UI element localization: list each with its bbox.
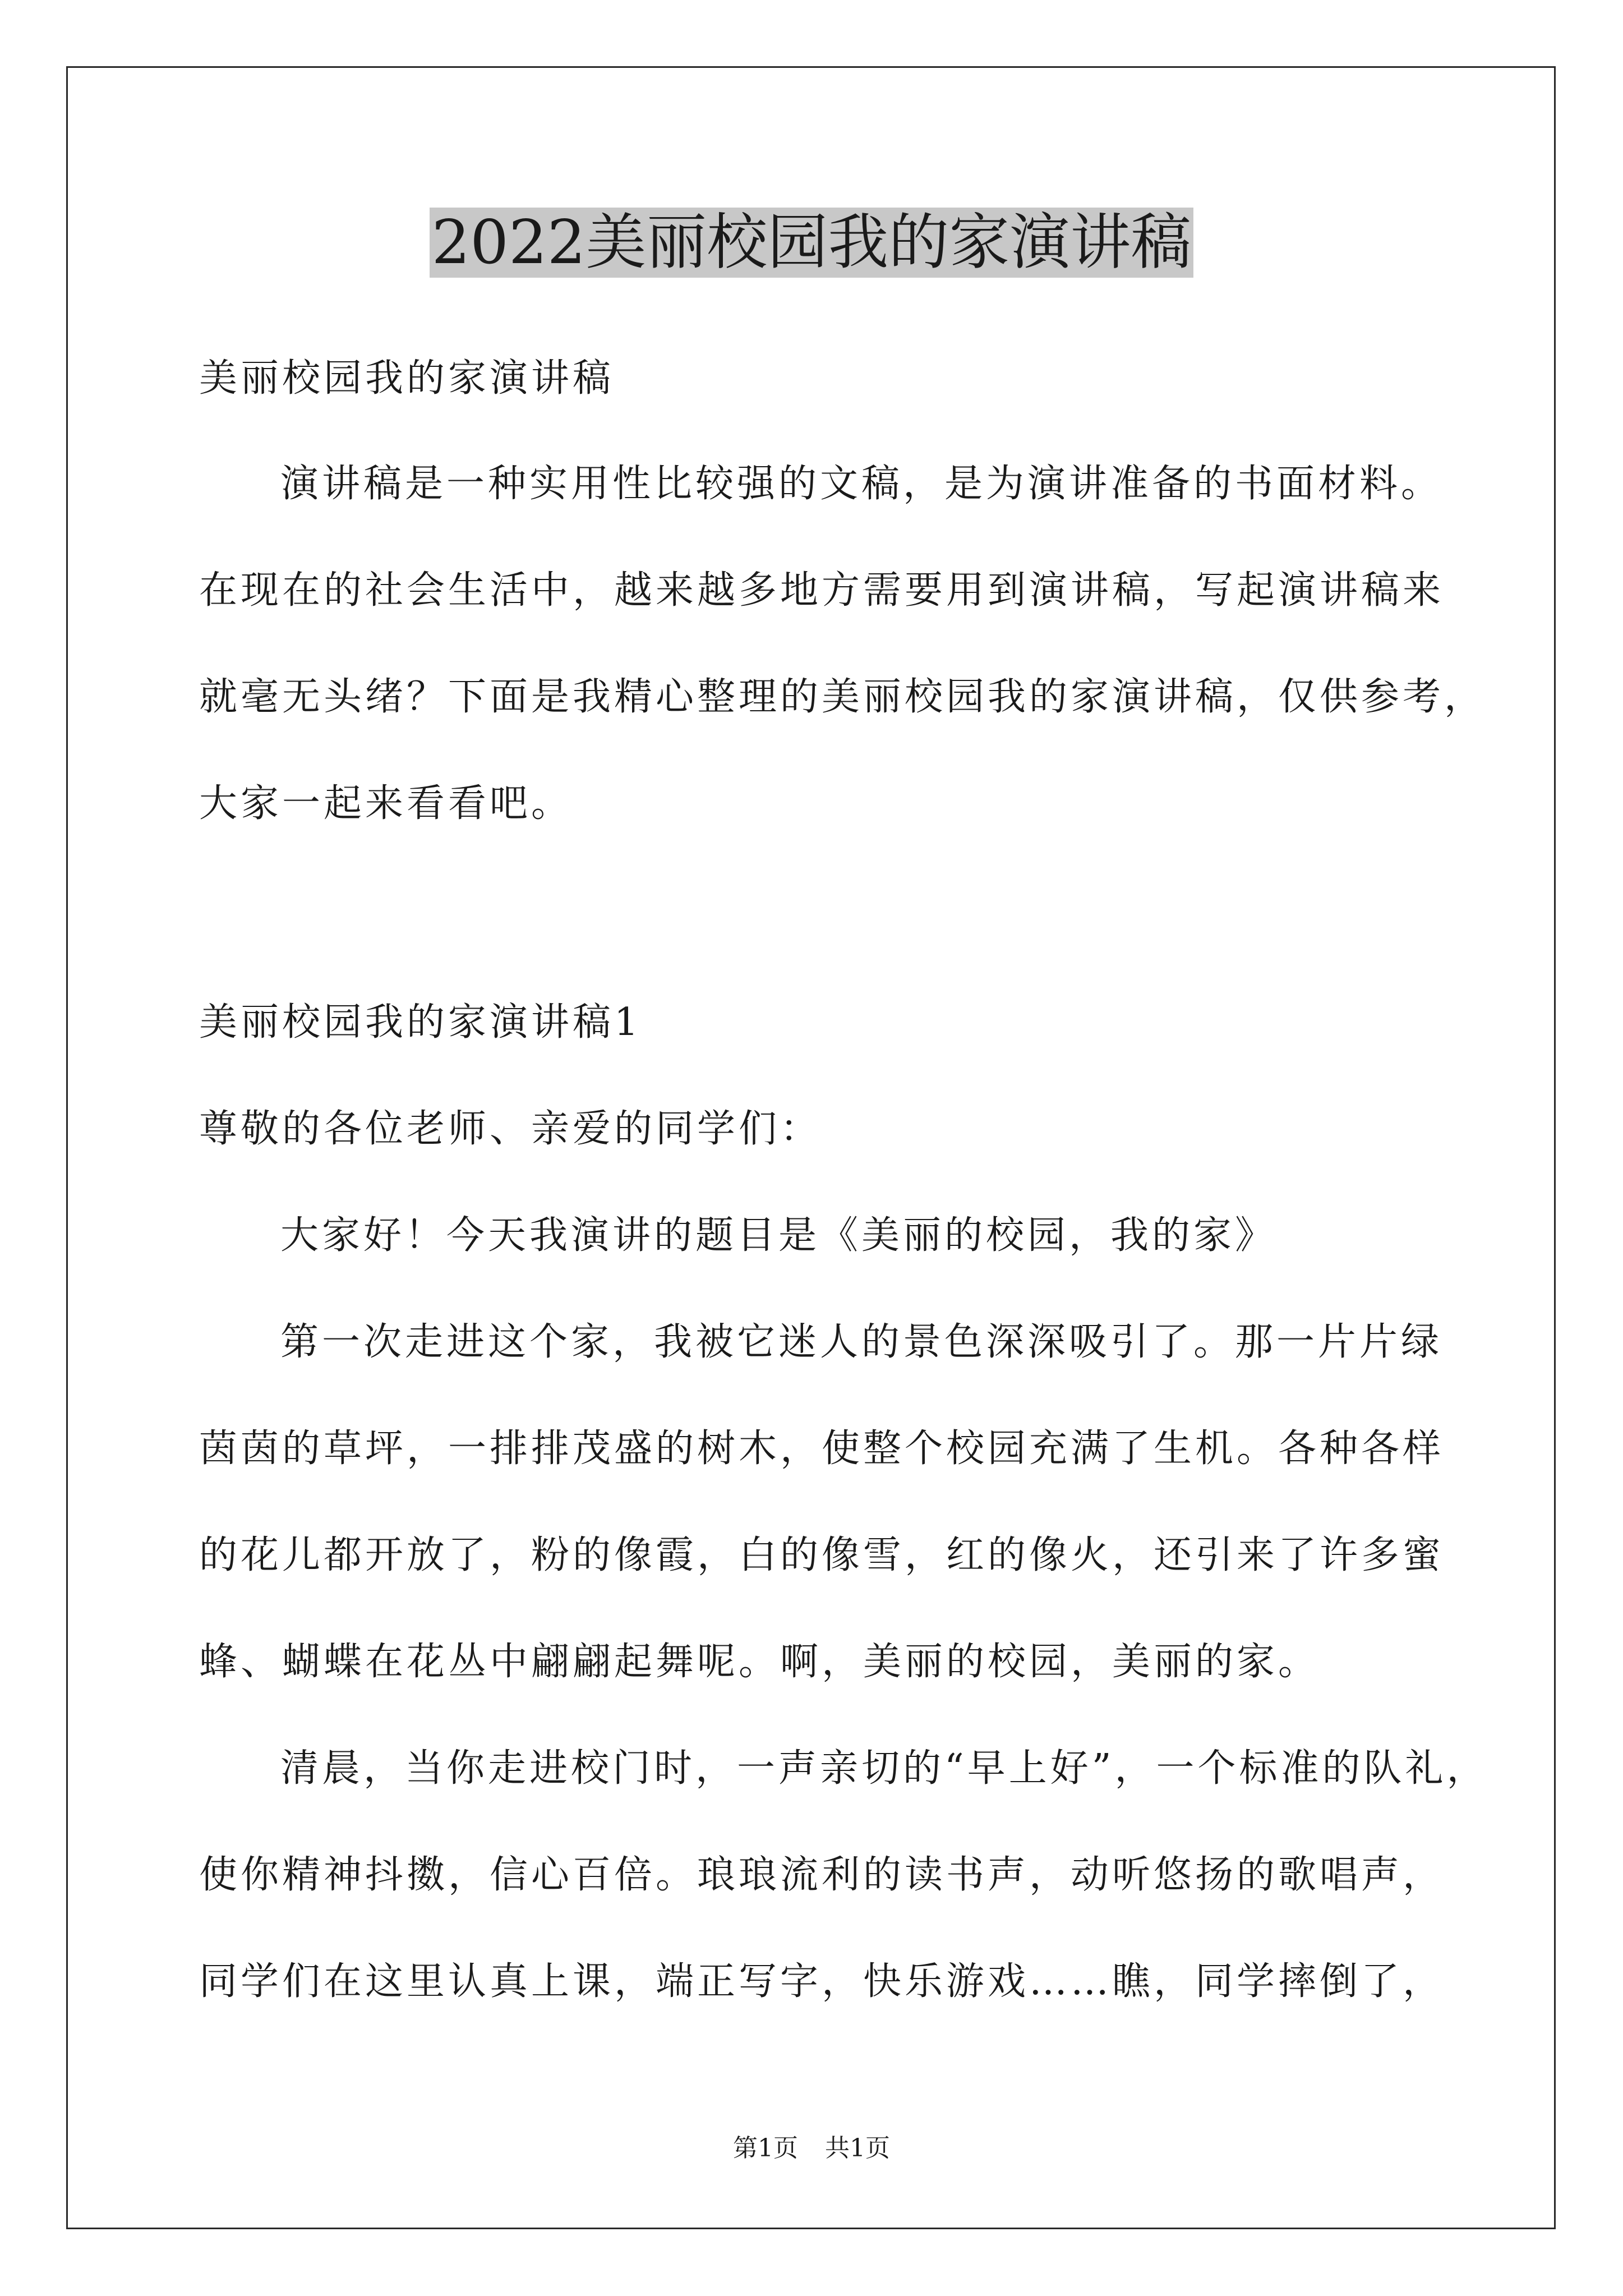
paragraph2-line-3: 同学们在这里认真上课，端正写字，快乐游戏……瞧，同学摔倒了， [199, 1959, 1445, 2004]
document-title-text: 2022美丽校园我的家演讲稿 [430, 208, 1194, 278]
greeting: 大家好！今天我演讲的题目是《美丽的校园，我的家》 [280, 1213, 1277, 1258]
intro-line-3: 就毫无头绪？下面是我精心整理的美丽校园我的家演讲稿，仅供参考， [199, 675, 1486, 719]
page-number: 第1页 [733, 2134, 798, 2162]
page-footer [0, 2132, 1623, 2165]
section-heading: 美丽校园我的家演讲稿1 [199, 1000, 642, 1045]
salutation: 尊敬的各位老师、亲爱的同学们： [199, 1107, 822, 1151]
paragraph1-line-2: 茵茵的草坪，一排排茂盛的树木，使整个校园充满了生机。各种各样 [199, 1427, 1445, 1471]
subtitle: 美丽校园我的家演讲稿 [199, 356, 615, 401]
paragraph1-line-3: 的花儿都开放了，粉的像霞，白的像雪，红的像火，还引来了许多蜜 [199, 1533, 1445, 1577]
intro-line-1: 演讲稿是一种实用性比较强的文稿，是为演讲准备的书面材料。 [280, 462, 1443, 506]
intro-line-4: 大家一起来看看吧。 [199, 781, 573, 826]
paragraph1-line-1: 第一次走进这个家，我被它迷人的景色深深吸引了。那一片片绿 [280, 1320, 1443, 1364]
page-total: 共1页 [825, 2134, 890, 2162]
document-title [0, 206, 1623, 279]
intro-line-2: 在现在的社会生活中，越来越多地方需要用到演讲稿，写起演讲稿来 [199, 568, 1445, 613]
paragraph2-line-1: 清晨，当你走进校门时，一声亲切的“早上好”，一个标准的队礼， [280, 1746, 1488, 1791]
paragraph1-line-4: 蜂、蝴蝶在花丛中翩翩起舞呢。啊，美丽的校园，美丽的家。 [199, 1640, 1320, 1684]
paragraph2-line-2: 使你精神抖擞，信心百倍。琅琅流利的读书声，动听悠扬的歌唱声， [199, 1853, 1445, 1897]
